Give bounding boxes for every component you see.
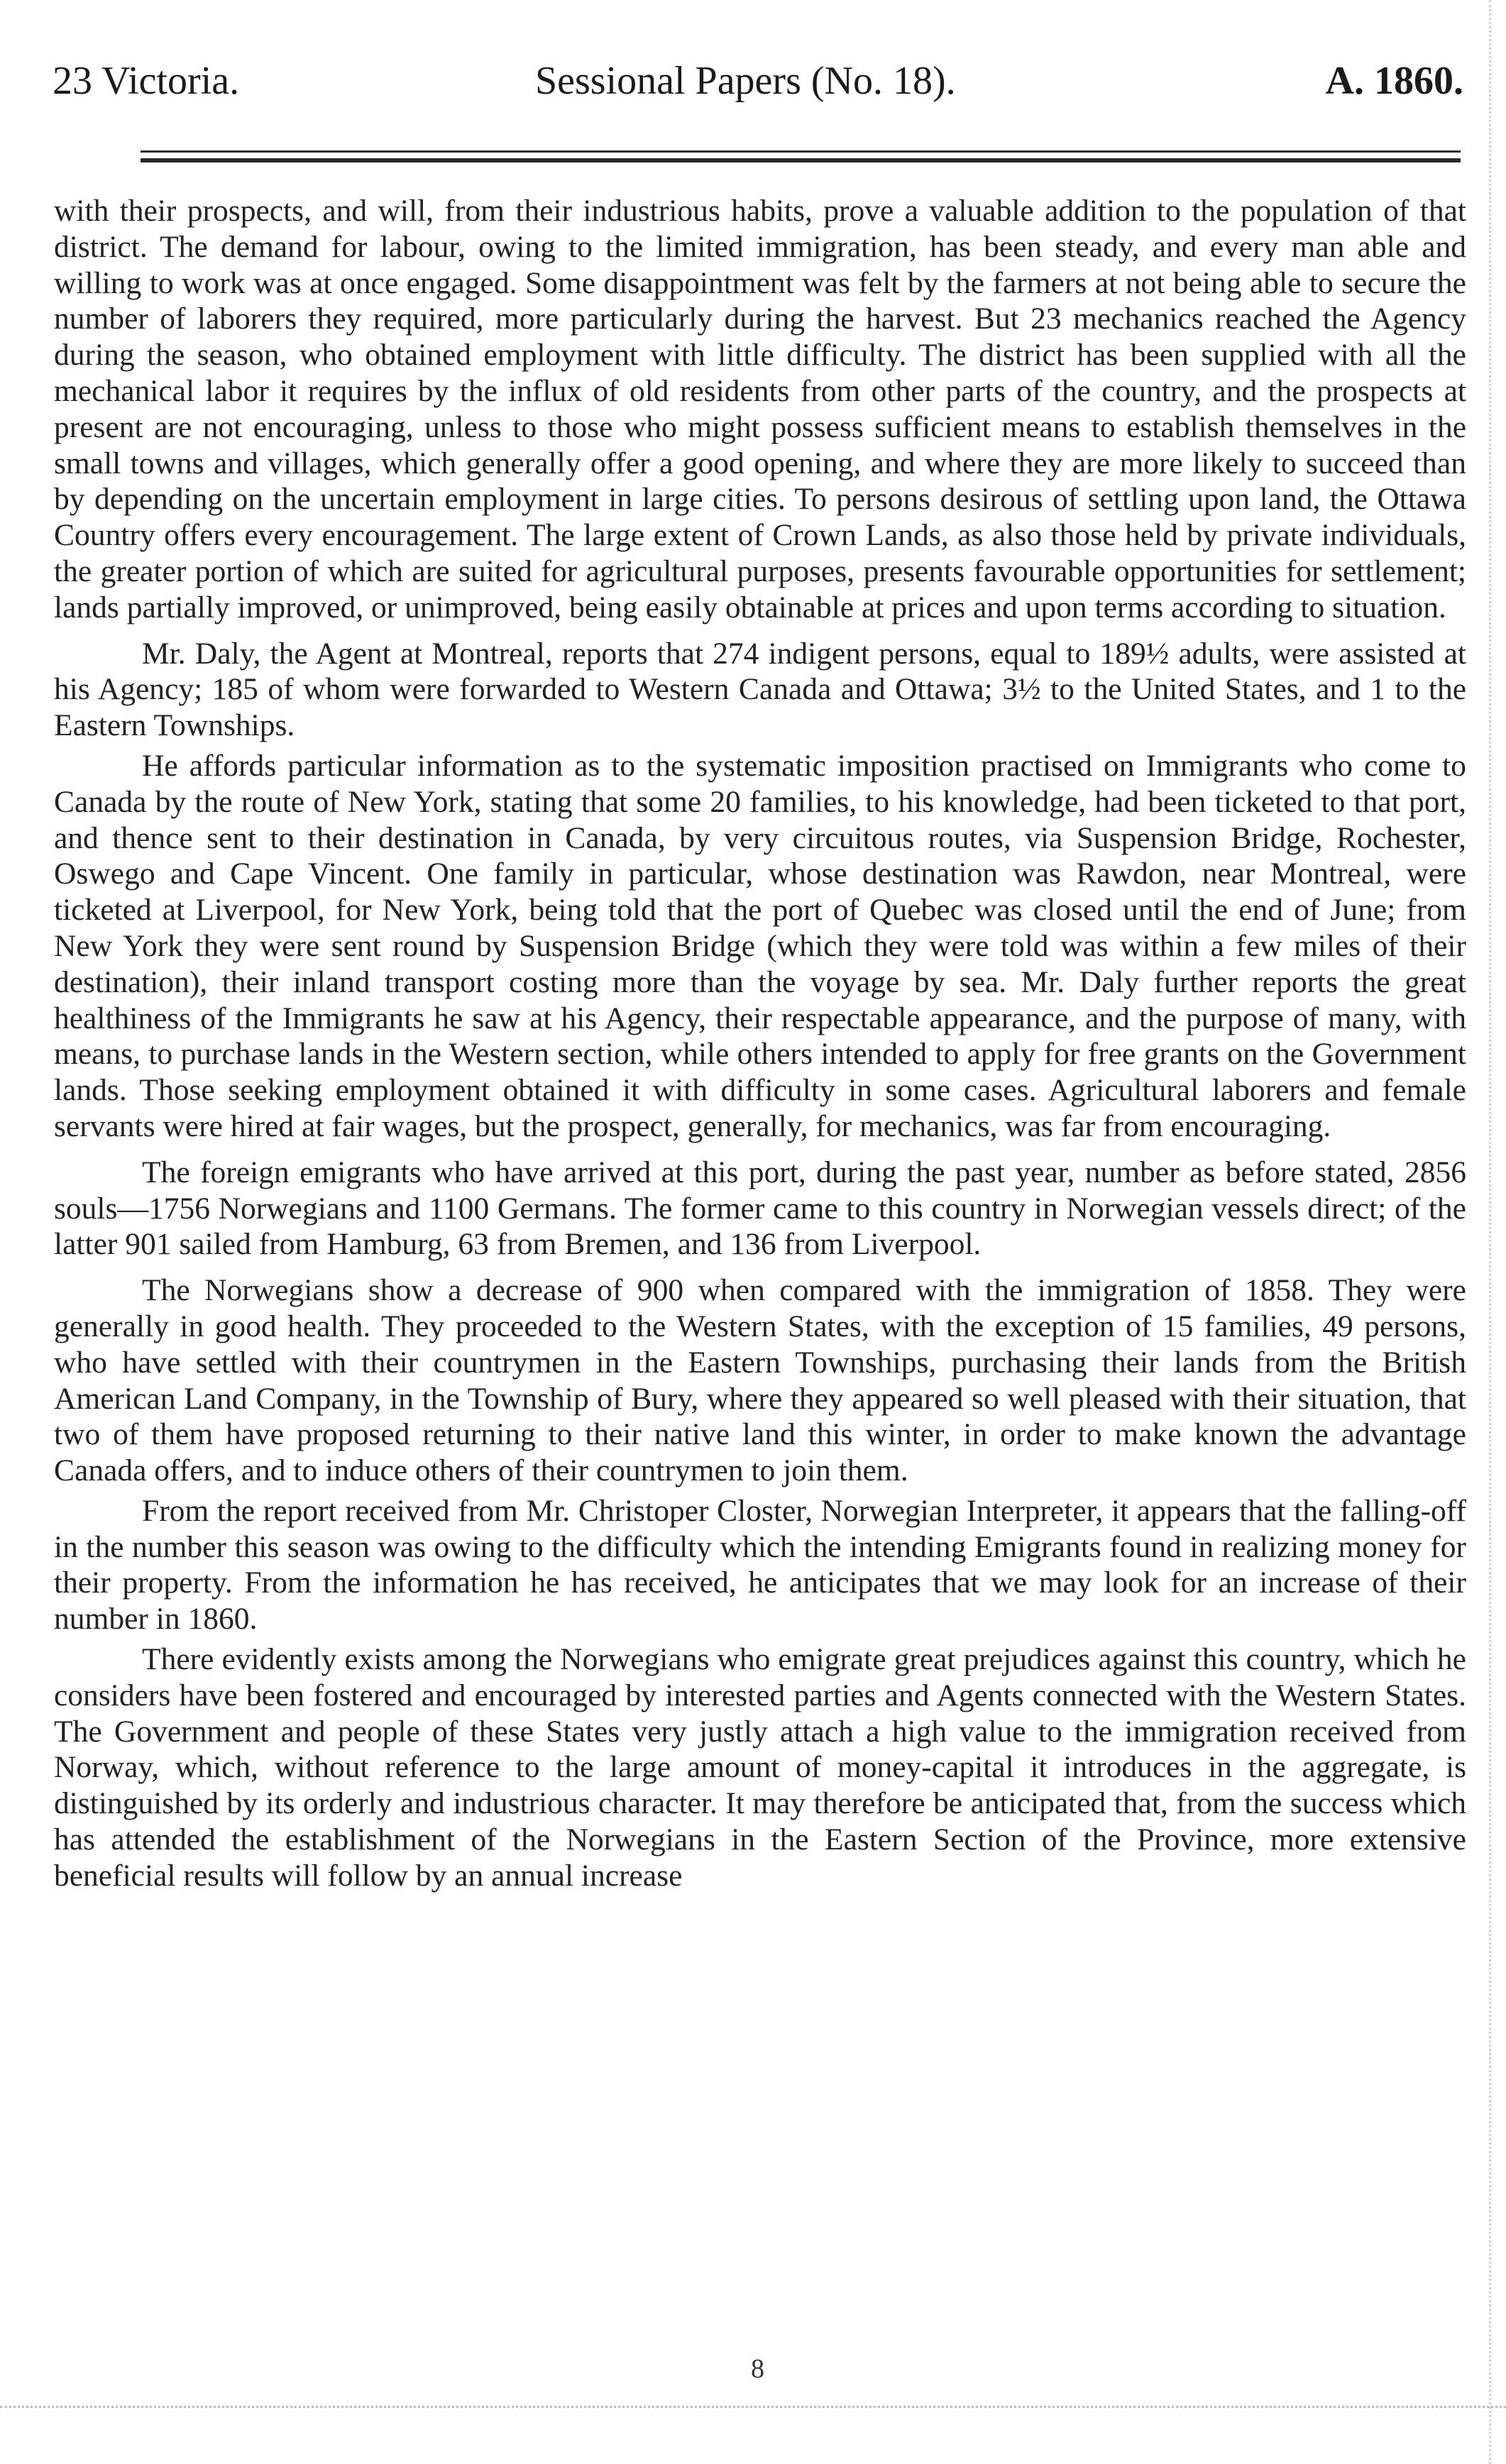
header-rule-thick xyxy=(141,158,1461,163)
header-year: A. 1860. xyxy=(1325,59,1463,103)
paragraph-prejudices: There evidently exists among the Norwegians who emigrate great prejudices against this country, which he considers have been fostered and encouraged by interested parties and Agents connected with the Western States. The Government and people of these States very justly attach a high value to the immigration received from Norway, which, without reference to the large amount of money-capital it introduces in the aggregate, is distinguished by its orderly and industrious character. It may therefore be anticipated that, from the success which has attended the establishment of the Norwegians in the Eastern Section of the Province, more extensive beneficial results will follow by an annual increase xyxy=(54,1642,1466,1893)
header-title: Sessional Papers (No. 18). xyxy=(535,59,956,103)
scan-fold-line xyxy=(0,2406,1506,2410)
paragraph-daly-report: Mr. Daly, the Agent at Montreal, reports that 274 indigent persons, equal to 189½ adults, were assisted at his Agency; 185 of whom were forwarded to Western Canada and Ottawa; 3½ to the United States, and 1 to the Eastern Townships. xyxy=(54,636,1466,743)
paragraph-closter-report: From the report received from Mr. Christoper Closter, Norwegian Interpreter, it appears that the falling-off in the number this season was owing to the difficulty which the intending Emigrants found in realizing money for their property. From the information he has received, he anticipates that we may look for an increase of their number in 1860. xyxy=(54,1493,1466,1637)
page-number: 8 xyxy=(751,2354,764,2384)
running-header xyxy=(53,58,1463,115)
paragraph-imposition: He affords particular information as to the systematic imposition practised on Immigrants who come to Canada by the route of New York, stating that some 20 families, to his knowledge, had been ticketed to that port, and thence sent to their destination in Canada, by very circuitous routes, via Suspension Bridge, Rochester, Oswego and Cape Vincent. One family in particular, whose destination was Rawdon, near Montreal, were ticketed at Liverpool, for New York, being told that the port of Quebec was closed until the end of June; from New York they were sent round by Suspension Bridge (which they were told was within a few miles of their destination), their inland transport costing more than the voyage by sea. Mr. Daly further reports the great healthiness of the Immigrants he saw at his Agency, their respectable appearance, and the purpose of many, with means, to purchase lands in the Western section, while others intended to apply for free grants on the Government lands. Those seeking employment obtained it with difficulty in some cases. Agricultural laborers and female servants were hired at fair wages, but the prospect, generally, for mechanics, was far from encouraging. xyxy=(54,748,1466,1143)
paragraph-norwegians: The Norwegians show a decrease of 900 when compared with the immigration of 1858. They were generally in good health. They proceeded to the Western States, with the exception of 15 families, 49 persons, who have settled with their countrymen in the Eastern Townships, purchasing their lands from the British American Land Company, in the Township of Bury, where they appeared so well pleased with their situation, that two of them have proposed returning to their native land this winter, in order to make known the advantage Canada offers, and to induce others of their countrymen to join them. xyxy=(54,1273,1466,1488)
body-text xyxy=(54,193,1466,1904)
scan-edge-line xyxy=(1489,0,1493,2464)
header-rule-thin xyxy=(141,150,1461,153)
header-volume: 23 Victoria. xyxy=(53,59,240,103)
paragraph-continued: with their prospects, and will, from their industrious habits, prove a valuable addition to the population of that district. The demand for labour, owing to the limited immigration, has been steady, and every man able and willing to work was at once engaged. Some disappointment was felt by the farmers at not being able to secure the number of laborers they required, more particularly during the harvest. But 23 mechanics reached the Agency during the season, who obtained employment with little difficulty. The district has been supplied with all the mechanical labor it requires by the influx of old residents from other parts of the country, and the prospects at present are not encouraging, unless to those who might possess sufficient means to establish themselves in the small towns and villages, which generally offer a good opening, and where they are more likely to succeed than by depending on the uncertain employment in large cities. To persons desirous of settling upon land, the Ottawa Country offers every encouragement. The large extent of Crown Lands, as also those held by private individuals, the greater portion of which are suited for agricultural purposes, presents favourable opportunities for settlement; lands partially improved, or unimproved, being easily obtainable at prices and upon terms according to situation. xyxy=(54,194,1466,625)
paragraph-foreign-emigrants: The foreign emigrants who have arrived at this port, during the past year, number as before stated, 2856 souls—1756 Norwegians and 1100 Germans. The former came to this country in Norwegian vessels direct; of the latter 901 sailed from Hamburg, 63 from Bremen, and 136 from Liverpool. xyxy=(54,1155,1466,1262)
